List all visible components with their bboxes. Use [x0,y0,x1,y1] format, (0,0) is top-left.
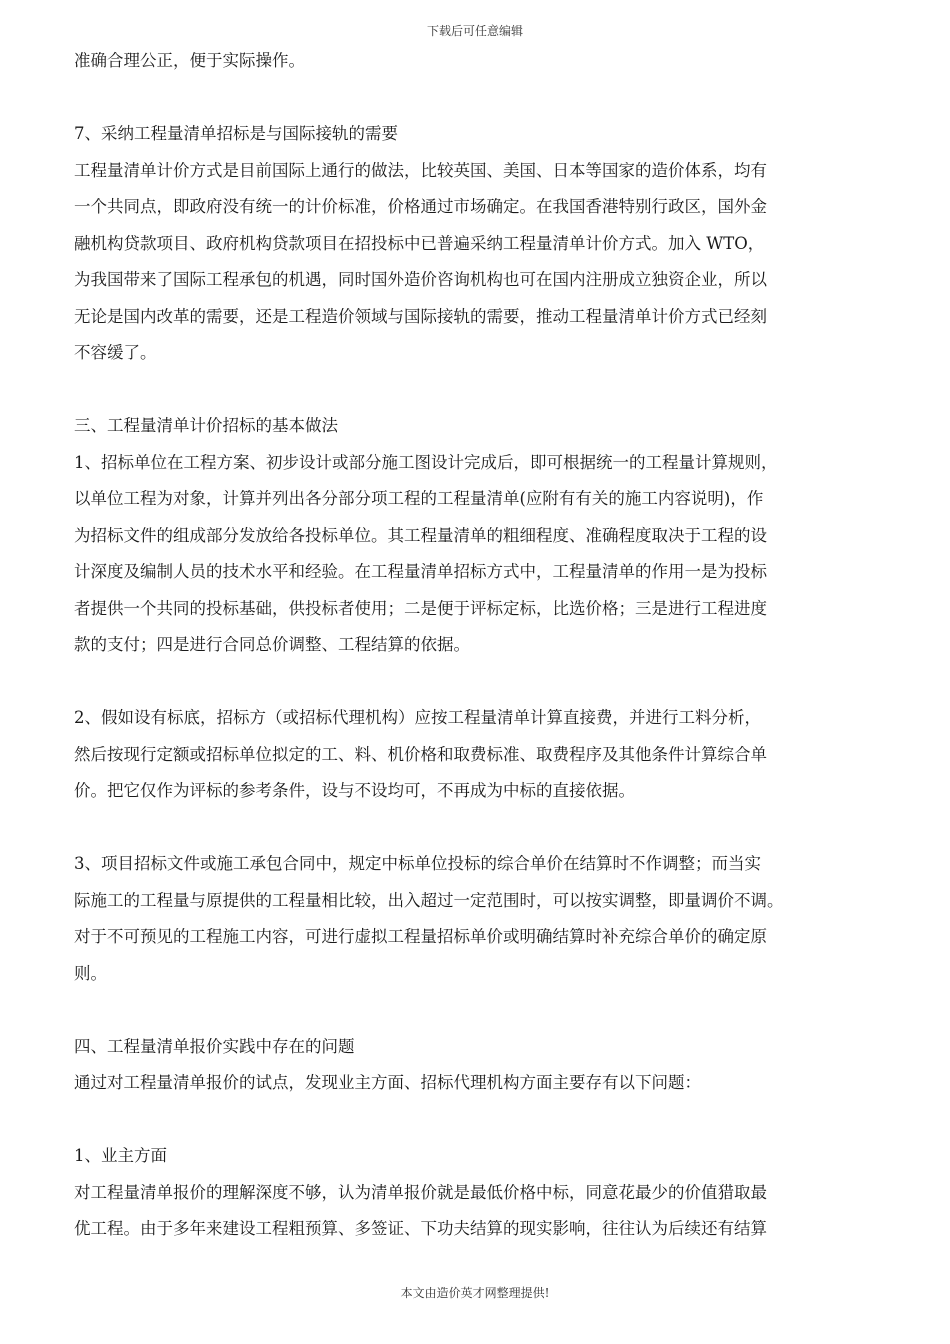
page-header: 下载后可任意编辑 [426,24,523,38]
text-line: 融机构贷款项目、政府机构贷款项目在招投标中已普遍采纳工程量清单计价方式。加入 WTO， [74,233,765,253]
text-line: 际施工的工程量与原提供的工程量相比较，出入超过一定范围时，可以按实调整，即量调价不调。 [74,890,784,910]
text-line: 2、假如设有标底，招标方（或招标代理机构）应按工程量清单计算直接费，并进行工料分析， [74,708,761,727]
text-line: 优工程。由于多年来建设工程粗预算、多签证、下功夫结算的现实影响，往往认为后续还有结算 [74,1219,767,1238]
blank-line [74,1102,888,1139]
text-line: 以单位工程为对象，计算并列出各分部分项工程的工程量清单(应附有有关的施工内容说明)，作 [74,489,764,508]
section-heading: 三、工程量清单计价招标的基本做法 [74,416,338,435]
subsection-heading: 1、业主方面 [74,1146,167,1165]
text-line: 无论是国内改革的需要，还是工程造价领域与国际接轨的需要，推动工程量清单计价方式已经刻 [74,306,767,326]
blank-line [74,372,888,409]
text-line: 对于不可预见的工程施工内容，可进行虚拟工程量招标单价或明确结算时补充综合单价的确定原 [74,927,767,946]
blank-line [74,992,888,1029]
blank-line [74,664,888,701]
text-line: 者提供一个共同的投标基础，供投标者使用；二是便于评标定标，比选价格；三是进行工程进度 [74,598,767,618]
text-line: 不容缓了。 [74,343,157,362]
blank-line [74,80,888,117]
text-line: 为招标文件的组成部分发放给各投标单位。其工程量清单的粗细程度、准确程度取决于工程的设 [74,525,767,545]
text-line: 准确合理公正，便于实际操作。 [74,51,305,70]
section-heading: 7、采纳工程量清单招标是与国际接轨的需要 [74,124,398,143]
text-line: 款的支付；四是进行合同总价调整、工程结算的依据。 [74,635,470,654]
text-line: 计深度及编制人员的技术水平和经验。在工程量清单招标方式中，工程量清单的作用一是为投标 [74,562,767,581]
text-line: 为我国带来了国际工程承包的机遇，同时国外造价咨询机构也可在国内注册成立独资企业，所以 [74,270,767,289]
section-heading: 四、工程量清单报价实践中存在的问题 [74,1036,355,1056]
text-line: 对工程量清单报价的理解深度不够，认为清单报价就是最低价格中标，同意花最少的价值猎取最 [74,1182,767,1202]
text-line: 一个共同点，即政府没有统一的计价标准，价格通过市场确定。在我国香港特别行政区，国外金 [74,197,767,216]
document-body [74,43,888,1248]
text-line: 1、招标单位在工程方案、初步设计或部分施工图设计完成后，即可根据统一的工程量计算规则， [74,452,778,472]
text-line: 则。 [74,963,107,983]
text-line: 通过对工程量清单报价的试点，发现业主方面、招标代理机构方面主要存有以下问题： [74,1073,701,1092]
page-footer: 本文由造价英才网整理提供! [400,1286,550,1300]
text-line: 3、项目招标文件或施工承包合同中，规定中标单位投标的综合单价在结算时不作调整；而当实 [74,854,761,873]
text-line: 然后按现行定额或招标单位拟定的工、料、机价格和取费标准、取费程序及其他条件计算综合单 [74,744,767,764]
text-line: 工程量清单计价方式是目前国际上通行的做法，比较英国、美国、日本等国家的造价体系，均有 [74,160,767,180]
blank-line [74,810,888,847]
text-line: 价。把它仅作为评标的参考条件，设与不设均可，不再成为中标的直接依据。 [74,781,635,800]
